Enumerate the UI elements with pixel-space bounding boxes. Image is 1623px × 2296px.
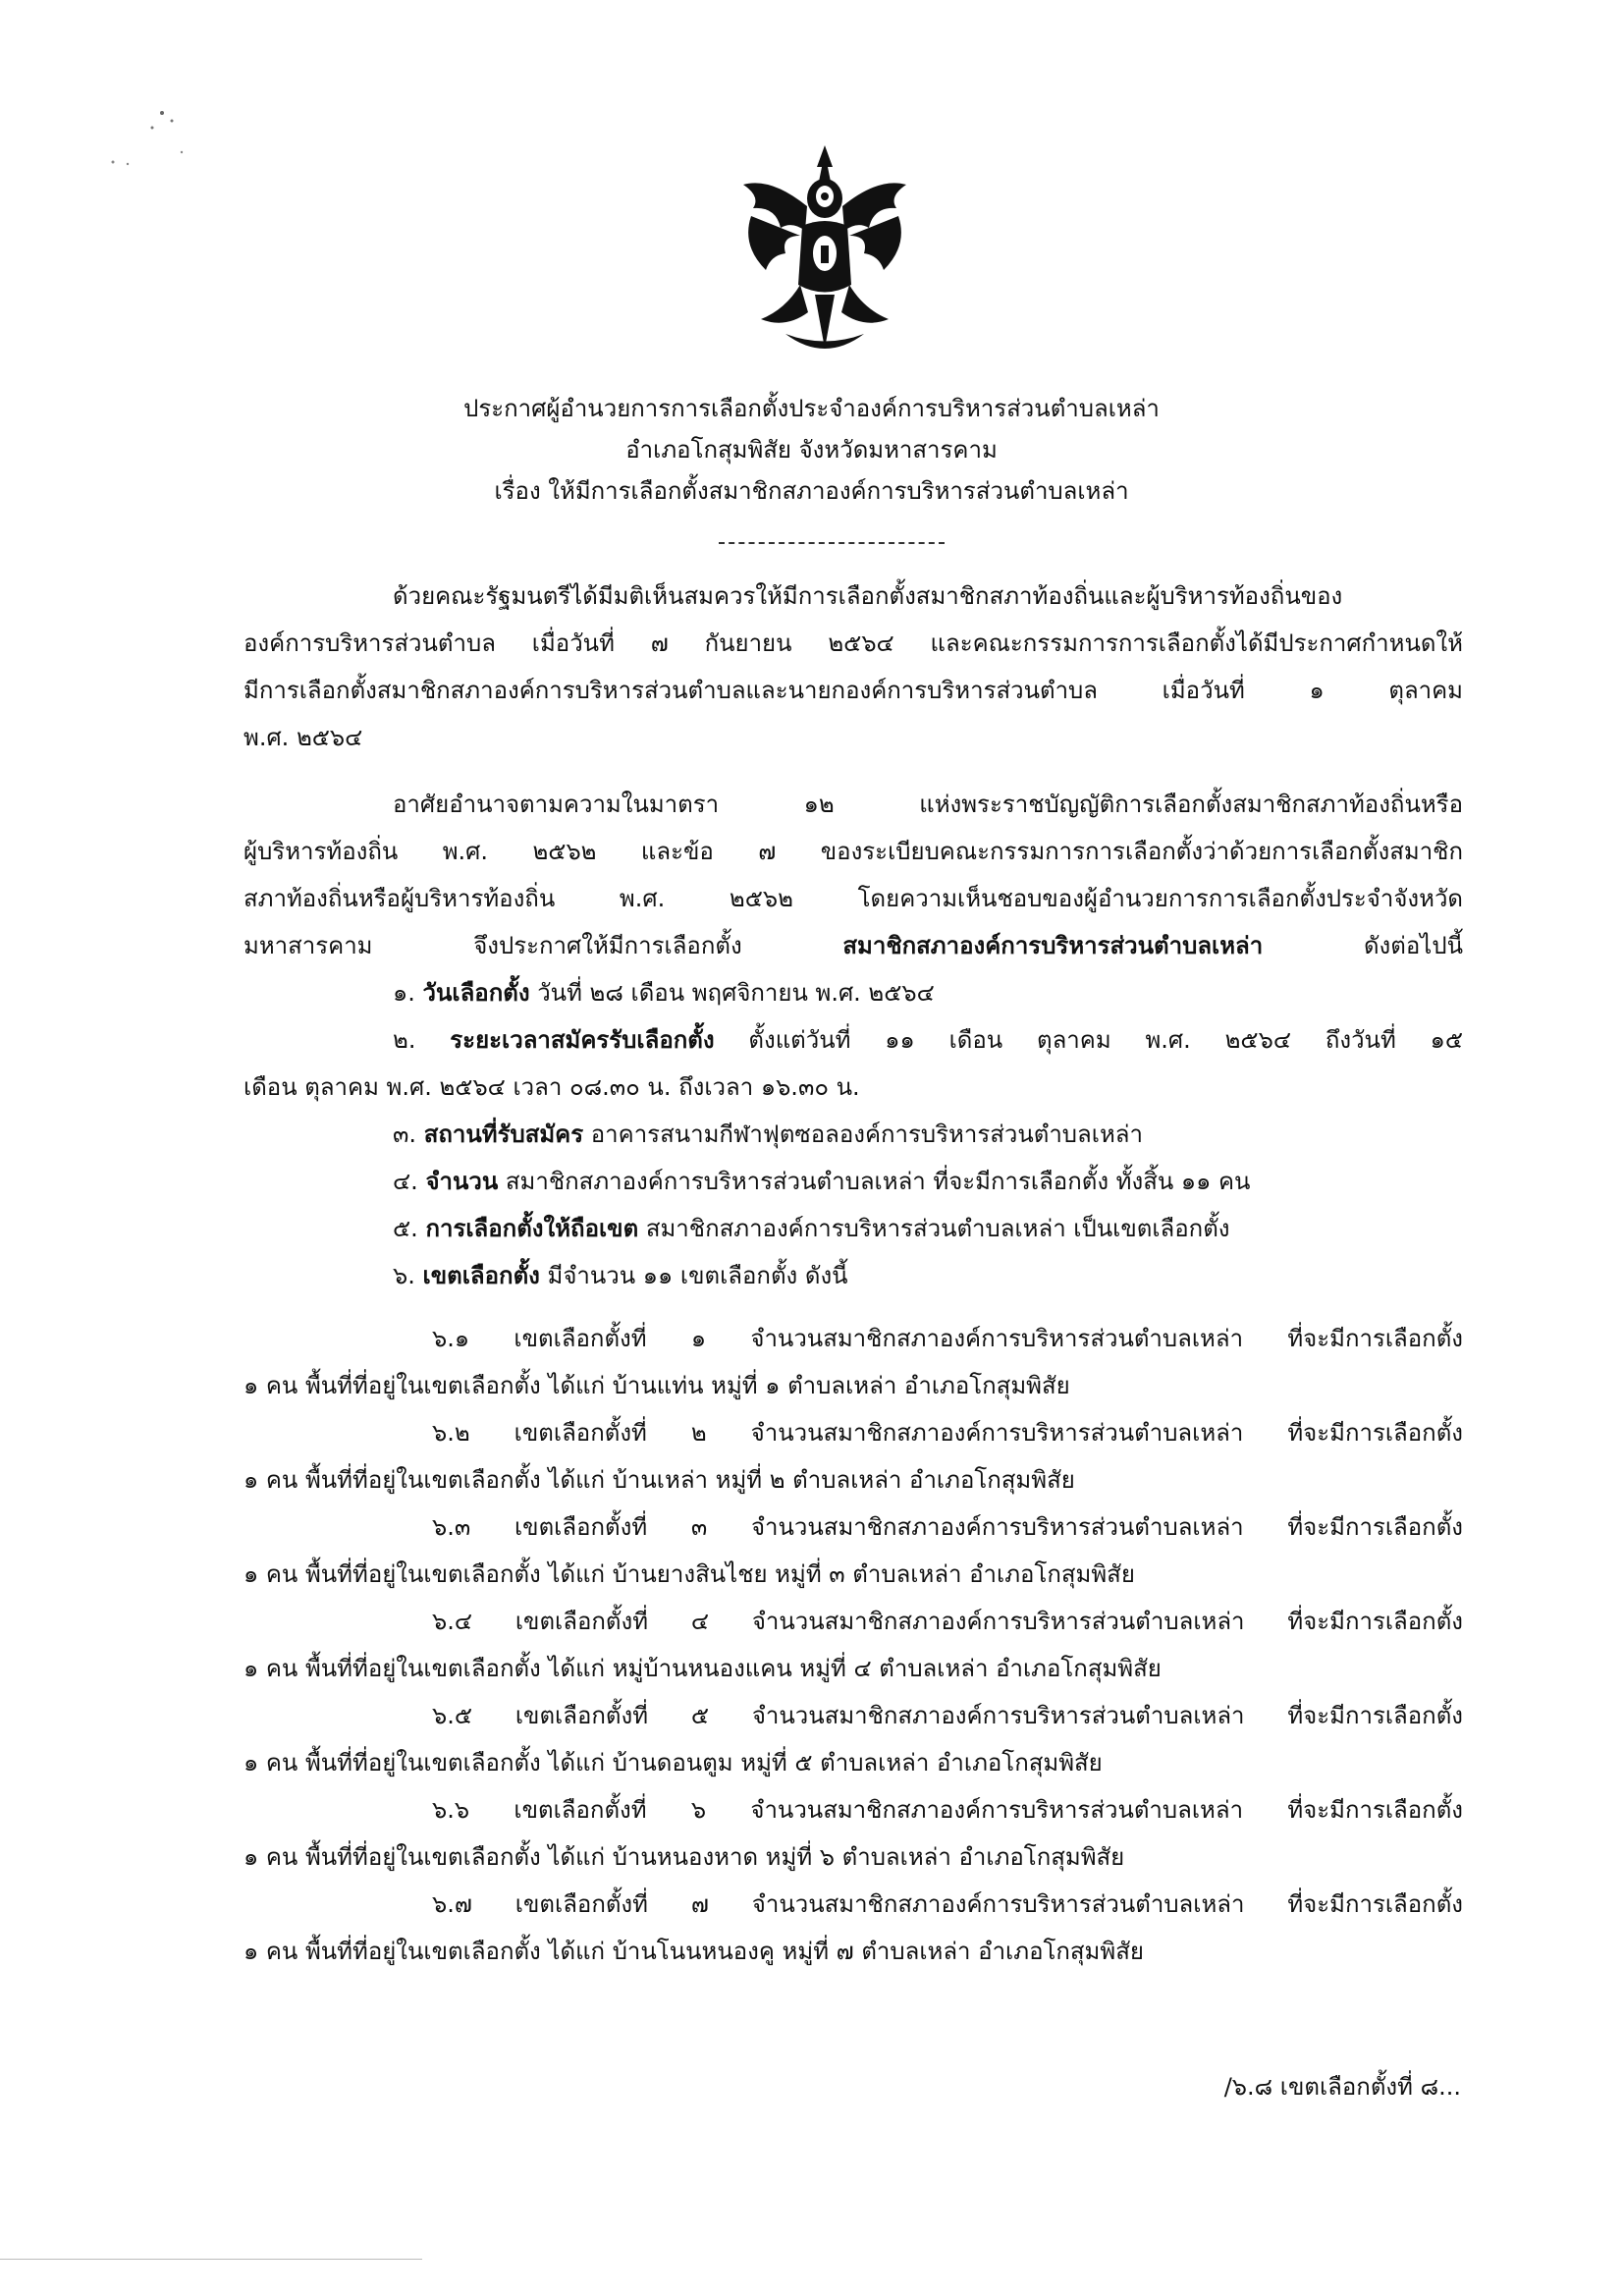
district-line: ๑ คน พื้นที่ที่อยู่ในเขตเลือกตั้ง ได้แก่ บ้านแท่น หมู่ที่ ๑ ตำบลเหล่า อำเภอโกสุมพิสัย: [243, 1372, 1070, 1399]
district-line: ๑ คน พื้นที่ที่อยู่ในเขตเลือกตั้ง ได้แก่ บ้านดอนตูม หมู่ที่ ๕ ตำบลเหล่า อำเภอโกสุมพิสัย: [243, 1749, 1103, 1777]
announcement-subject: เรื่อง ให้มีการเลือกตั้งสมาชิกสภาองค์การบริหารส่วนตำบลเหล่า: [494, 477, 1129, 505]
scan-edge-line: [0, 2259, 422, 2260]
district-line: ๑ คน พื้นที่ที่อยู่ในเขตเลือกตั้ง ได้แก่ บ้านหนองหาด หมู่ที่ ๖ ตำบลเหล่า อำเภอโกสุมพิสัย: [243, 1843, 1125, 1871]
district-line: ๖.๒ เขตเลือกตั้งที่ ๒ จำนวนสมาชิกสภาองค์การบริหารส่วนตำบลเหล่า ที่จะมีการเลือกตั้ง: [432, 1419, 1463, 1447]
district-line: ๖.๗ เขตเลือกตั้งที่ ๗ จำนวนสมาชิกสภาองค์การบริหารส่วนตำบลเหล่า ที่จะมีการเลือกตั้ง: [432, 1890, 1463, 1918]
item-heading: ระยะเวลาสมัครรับเลือกตั้ง: [450, 1026, 715, 1054]
district-line: ๑ คน พื้นที่ที่อยู่ในเขตเลือกตั้ง ได้แก่ บ้านโนนหนองคู หมู่ที่ ๗ ตำบลเหล่า อำเภอโกสุมพิสัย: [243, 1938, 1144, 1965]
title-divider: [719, 542, 945, 544]
para2-line: ผู้บริหารท้องถิ่น พ.ศ. ๒๕๖๒ และข้อ ๗ ของระเบียบคณะกรรมการการเลือกตั้งว่าด้วยการเลือกตั้งสมาชิก: [243, 838, 1463, 865]
district-line: ๖.๕ เขตเลือกตั้งที่ ๕ จำนวนสมาชิกสภาองค์การบริหารส่วนตำบลเหล่า ที่จะมีการเลือกตั้ง: [432, 1702, 1463, 1729]
item-heading: การเลือกตั้งให้ถือเขต: [425, 1215, 639, 1242]
garuda-emblem-icon: [731, 137, 918, 363]
item-member-count: [393, 1163, 1250, 1200]
item-text: สมาชิกสภาองค์การบริหารส่วนตำบลเหล่า เป็นเขตเลือกตั้ง: [645, 1215, 1230, 1242]
district-line: ๖.๓ เขตเลือกตั้งที่ ๓ จำนวนสมาชิกสภาองค์การบริหารส่วนตำบลเหล่า ที่จะมีการเลือกตั้ง: [432, 1513, 1463, 1541]
para1-line: ด้วยคณะรัฐมนตรีได้มีมติเห็นสมควรให้มีการเลือกตั้งสมาชิกสภาท้องถิ่นและผู้บริหารท้องถิ่นของ: [393, 582, 1343, 610]
district-line: ๖.๖ เขตเลือกตั้งที่ ๖ จำนวนสมาชิกสภาองค์การบริหารส่วนตำบลเหล่า ที่จะมีการเลือกตั้ง: [432, 1796, 1463, 1824]
district-line: ๑ คน พื้นที่ที่อยู่ในเขตเลือกตั้ง ได้แก่ บ้านเหล่า หมู่ที่ ๒ ตำบลเหล่า อำเภอโกสุมพิสัย: [243, 1466, 1075, 1494]
item-number: ๒.: [393, 1026, 416, 1054]
item-text: วันที่ ๒๘ เดือน พฤศจิกายน พ.ศ. ๒๕๖๔: [537, 979, 935, 1007]
item-heading: จำนวน: [425, 1168, 499, 1195]
item-number: ๕.: [393, 1215, 418, 1242]
item-districts: [393, 1257, 848, 1294]
district-line: ๖.๑ เขตเลือกตั้งที่ ๑ จำนวนสมาชิกสภาองค์การบริหารส่วนตำบลเหล่า ที่จะมีการเลือกตั้ง: [432, 1325, 1463, 1352]
item-application-period-cont: เดือน ตุลาคม พ.ศ. ๒๕๖๔ เวลา ๐๘.๓๐ น. ถึงเวลา ๑๖.๓๐ น.: [243, 1073, 860, 1101]
item-number: ๖.: [393, 1262, 415, 1289]
item-heading: เขตเลือกตั้ง: [422, 1262, 540, 1289]
item-heading: สถานที่รับสมัคร: [423, 1121, 584, 1148]
announcement-title: ประกาศผู้อำนวยการการเลือกตั้งประจำองค์การบริหารส่วนตำบลเหล่า: [463, 395, 1160, 422]
scan-specks: [93, 93, 221, 182]
item-text: สมาชิกสภาองค์การบริหารส่วนตำบลเหล่า ที่จะมีการเลือกตั้ง ทั้งสิ้น ๑๑ คน: [505, 1168, 1251, 1195]
continuation-note: /๖.๘ เขตเลือกตั้งที่ ๘...: [1223, 2073, 1461, 2101]
item-number: ๓.: [393, 1121, 417, 1148]
item-application-period: [393, 1021, 1463, 1059]
para2-bold: สมาชิกสภาองค์การบริหารส่วนตำบลเหล่า: [842, 932, 1264, 959]
item-election-by-district: [393, 1210, 1230, 1247]
item-election-date: [393, 974, 935, 1011]
announcement-location: อำเภอโกสุมพิสัย จังหวัดมหาสารคาม: [625, 436, 998, 464]
para1-line: องค์การบริหารส่วนตำบล เมื่อวันที่ ๗ กันยายน ๒๕๖๔ และคณะกรรมการการเลือกตั้งได้มีประกาศกำหนดให้: [243, 629, 1463, 657]
item-number: ๔.: [393, 1168, 418, 1195]
item-text: อาคารสนามกีฬาฟุตซอลองค์การบริหารส่วนตำบลเหล่า: [590, 1121, 1143, 1148]
para2-pre: มหาสารคาม จึงประกาศให้มีการเลือกตั้ง: [243, 932, 742, 959]
district-line: ๖.๔ เขตเลือกตั้งที่ ๔ จำนวนสมาชิกสภาองค์การบริหารส่วนตำบลเหล่า ที่จะมีการเลือกตั้ง: [432, 1608, 1463, 1635]
district-line: ๑ คน พื้นที่ที่อยู่ในเขตเลือกตั้ง ได้แก่ บ้านยางสินไชย หมู่ที่ ๓ ตำบลเหล่า อำเภอโกสุมพิสัย: [243, 1560, 1135, 1588]
district-line: ๑ คน พื้นที่ที่อยู่ในเขตเลือกตั้ง ได้แก่ หมู่บ้านหนองแคน หมู่ที่ ๔ ตำบลเหล่า อำเภอโกสุมพิสัย: [243, 1655, 1162, 1682]
para2-line: สภาท้องถิ่นหรือผู้บริหารท้องถิ่น พ.ศ. ๒๕๖๒ โดยความเห็นชอบของผู้อำนวยการการเลือกตั้งประจำจังหวัด: [243, 885, 1463, 912]
item-text: มีจำนวน ๑๑ เขตเลือกตั้ง ดังนี้: [547, 1262, 848, 1289]
para2-line: [243, 927, 1463, 964]
item-application-place: [393, 1116, 1143, 1153]
item-number: ๑.: [393, 979, 415, 1007]
para1-line: พ.ศ. ๒๕๖๔: [243, 724, 363, 751]
item-text: ตั้งแต่วันที่ ๑๑ เดือน ตุลาคม พ.ศ. ๒๕๖๔ ถึงวันที่ ๑๕: [748, 1026, 1463, 1054]
item-heading: วันเลือกตั้ง: [422, 979, 530, 1007]
para1-line: มีการเลือกตั้งสมาชิกสภาองค์การบริหารส่วนตำบลและนายกองค์การบริหารส่วนตำบล เมื่อวันที่ ๑ ตุลาคม: [243, 677, 1463, 704]
para2-post: ดังต่อไปนี้: [1363, 932, 1463, 959]
para2-line: อาศัยอำนาจตามความในมาตรา ๑๒ แห่งพระราชบัญญัติการเลือกตั้งสมาชิกสภาท้องถิ่นหรือ: [393, 791, 1463, 818]
